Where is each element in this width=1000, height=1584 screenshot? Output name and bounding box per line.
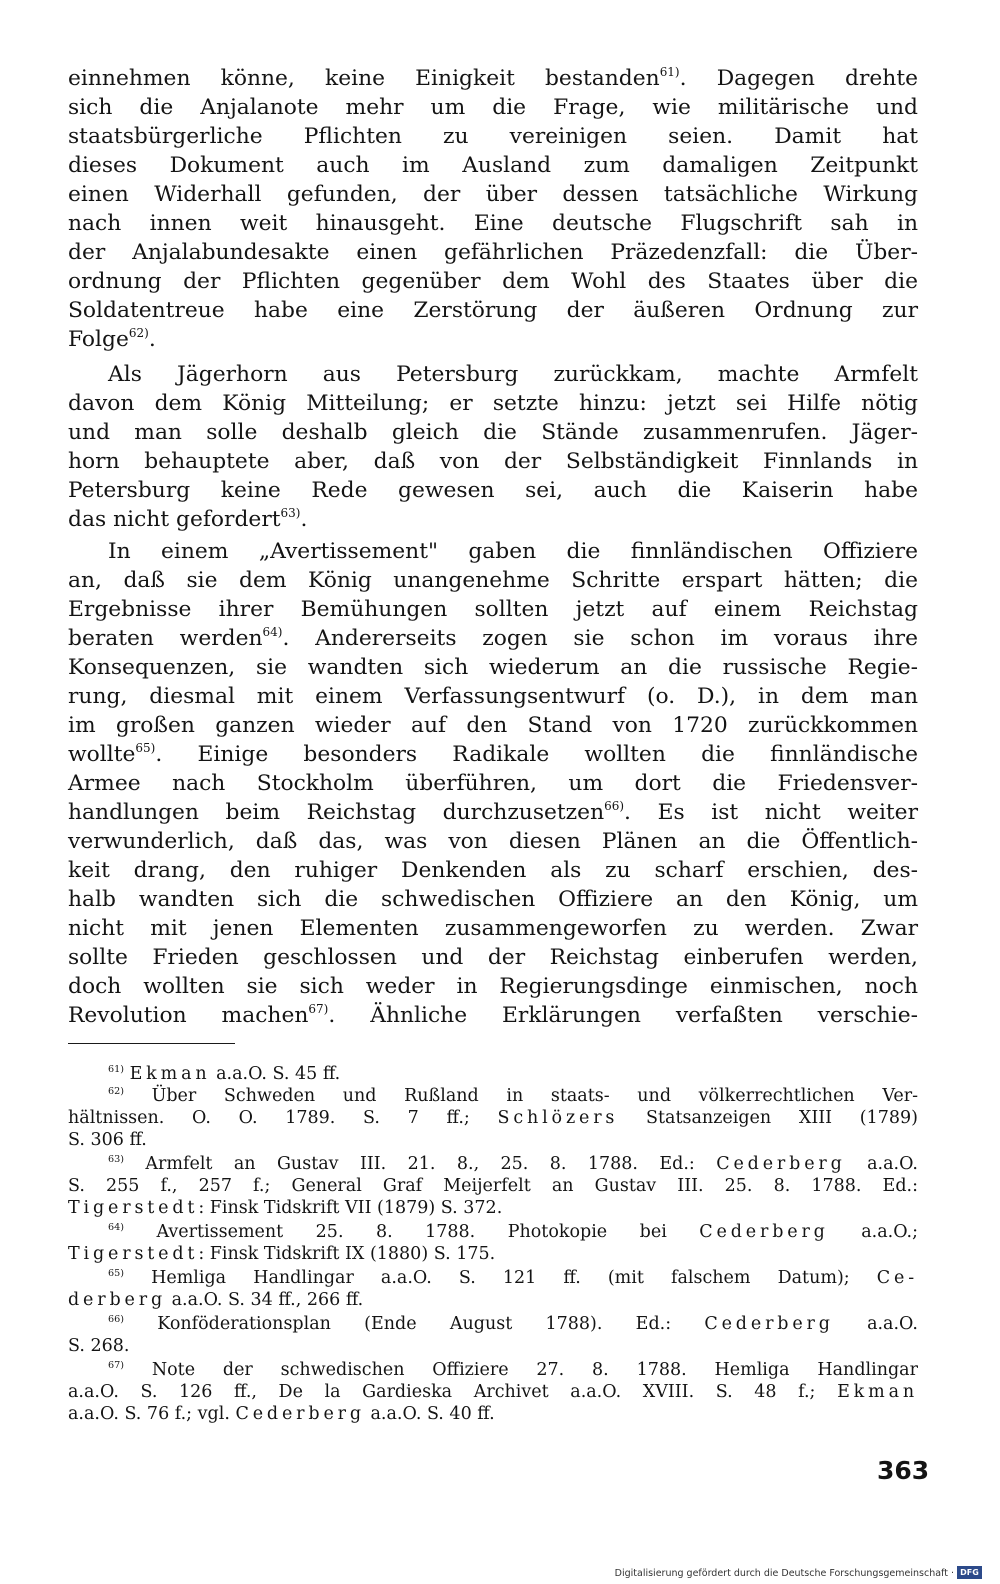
- footnote-ref: 63): [280, 506, 301, 521]
- author-name: Cederberg: [716, 1154, 846, 1174]
- body-line: wollte$^{65)}$. Einige besonders Radikale wollten die finnländische: [68, 741, 918, 767]
- author-name: Tigerstedt: [68, 1244, 199, 1264]
- author-name: Tigerstedt: [68, 1198, 199, 1218]
- body-line: ordnung der Pflichten gegenüber dem Wohl des Staates über die: [68, 269, 918, 294]
- footnote-line: $^{67)}$ Note der schwedischen Offiziere 27. 8. 1788. Hemliga Handlingar: [108, 1359, 918, 1380]
- dfg-logo-icon: DFG: [957, 1566, 982, 1579]
- body-line: das nicht gefordert$^{63)}$.: [68, 506, 308, 532]
- body-line: Als Jägerhorn aus Petersburg zurückkam, machte Armfelt: [108, 362, 918, 387]
- body-line: verwunderlich, daß das, was von diesen Plänen an die Öffentlich-: [68, 829, 918, 854]
- footnote-ref: 61): [659, 65, 680, 80]
- footnote-line: S. 268.: [68, 1336, 130, 1356]
- body-line: In einem „Avertissement" gaben die finnländischen Offiziere: [108, 539, 918, 564]
- footnote-line: a.a.O. S. 126 ff., De la Gardieska Archivet a.a.O. XVIII. S. 48 f.; Ekman: [68, 1382, 918, 1402]
- footnote-line: $^{66)}$ Konföderationsplan (Ende August 1788). Ed.: Cederberg a.a.O.: [108, 1313, 918, 1334]
- author-name: Cederberg: [704, 1314, 834, 1334]
- footnote-mark: 63): [108, 1153, 124, 1165]
- footnote-line: $^{65)}$ Hemliga Handlingar a.a.O. S. 121 ff. (mit falschem Datum); Ce-: [108, 1267, 918, 1288]
- footnote-line: Tigerstedt: Finsk Tidskrift VII (1879) S. 372.: [68, 1198, 503, 1218]
- body-line: horn behauptete aber, daß von der Selbständigkeit Finnlands in: [68, 449, 918, 474]
- body-line: doch wollten sie sich weder in Regierungsdinge einmischen, noch: [68, 974, 918, 999]
- footnote-line: Tigerstedt: Finsk Tidskrift IX (1880) S. 175.: [68, 1244, 496, 1264]
- author-name: Schlözers: [497, 1108, 619, 1128]
- body-line: rung, diesmal mit einem Verfassungsentwurf (o. D.), in dem man: [68, 684, 918, 709]
- author-name: Ce-: [876, 1268, 918, 1288]
- body-line: Konsequenzen, sie wandten sich wiederum an die russische Regie-: [68, 655, 918, 680]
- body-line: handlungen beim Reichstag durchzusetzen$^{66)}$. Es ist nicht weiter: [68, 799, 918, 825]
- footnote-mark: 66): [108, 1313, 124, 1325]
- body-line: an, daß sie dem König unangenehme Schritte erspart hätten; die: [68, 568, 918, 593]
- footnote-ref: 66): [604, 799, 625, 814]
- body-line: im großen ganzen wieder auf den Stand von 1720 zurückkommen: [68, 713, 918, 738]
- author-name: derberg: [68, 1290, 167, 1310]
- footnote-line: $^{64)}$ Avertissement 25. 8. 1788. Photokopie bei Cederberg a.a.O.;: [108, 1221, 918, 1242]
- body-line: halb wandten sich die schwedischen Offiziere an den König, um: [68, 887, 918, 912]
- digitization-credit: Digitalisierung gefördert durch die Deutsche Forschungsgemeinschaft ·: [614, 1568, 954, 1579]
- footnote-mark: 67): [108, 1359, 124, 1371]
- body-line: nicht mit jenen Elementen zusammengeworfen zu werden. Zwar: [68, 916, 918, 941]
- body-line: Folge$^{62)}$.: [68, 326, 156, 352]
- body-line: einnehmen könne, keine Einigkeit bestanden$^{61)}$. Dagegen drehte: [68, 65, 919, 91]
- footnote-ref: 62): [128, 326, 149, 341]
- body-line: dieses Dokument auch im Ausland zum damaligen Zeitpunkt: [68, 153, 918, 178]
- footnote-mark: 64): [108, 1221, 124, 1233]
- footnote-mark: 61): [108, 1063, 124, 1075]
- footnote-line: $^{61)}$ Ekman a.a.O. S. 45 ff.: [108, 1063, 341, 1084]
- body-line: keit drang, den ruhiger Denkenden als zu scharf erschien, des-: [68, 858, 918, 883]
- body-line: davon dem König Mitteilung; er setzte hinzu: jetzt sei Hilfe nötig: [68, 391, 918, 416]
- author-name: Cederberg: [235, 1404, 365, 1424]
- body-line: einen Widerhall gefunden, der über dessen tatsächliche Wirkung: [68, 182, 918, 207]
- author-name: Cederberg: [699, 1222, 829, 1242]
- body-line: sollte Frieden geschlossen und der Reichstag einberufen werden,: [68, 945, 918, 970]
- footnote-divider: [68, 1043, 235, 1044]
- body-line: Ergebnisse ihrer Bemühungen sollten jetzt auf einem Reichstag: [68, 597, 918, 622]
- footnote-mark: 65): [108, 1267, 124, 1279]
- body-line: und man solle deshalb gleich die Stände zusammenrufen. Jäger-: [68, 420, 918, 445]
- body-line: Armee nach Stockholm überführen, um dort die Friedensver-: [68, 771, 918, 796]
- footnote-line: a.a.O. S. 76 f.; vgl. Cederberg a.a.O. S. 40 ff.: [68, 1404, 495, 1424]
- body-line: der Anjalabundesakte einen gefährlichen Präzedenzfall: die Über-: [68, 240, 918, 265]
- footnote-line: S. 306 ff.: [68, 1130, 147, 1150]
- footnote-line: hältnissen. O. O. 1789. S. 7 ff.; Schlözers Statsanzeigen XIII (1789): [68, 1108, 918, 1128]
- body-line: staatsbürgerliche Pflichten zu vereinigen seien. Damit hat: [68, 124, 918, 149]
- author-name: Ekman: [129, 1064, 211, 1084]
- footnote-ref: 64): [262, 625, 283, 640]
- footnote-mark: 62): [108, 1085, 124, 1097]
- page-number: 363: [877, 1456, 930, 1485]
- footnote-line: derberg a.a.O. S. 34 ff., 266 ff.: [68, 1290, 364, 1310]
- body-line: sich die Anjalanote mehr um die Frage, wie militärische und: [68, 95, 918, 120]
- footnote-ref: 65): [135, 741, 156, 756]
- footnote-ref: 67): [308, 1002, 329, 1017]
- body-line: Petersburg keine Rede gewesen sei, auch die Kaiserin habe: [68, 478, 918, 503]
- body-line: nach innen weit hinausgeht. Eine deutsche Flugschrift sah in: [68, 211, 918, 236]
- body-line: Revolution machen$^{67)}$. Ähnliche Erklärungen verfaßten verschie-: [68, 1002, 918, 1028]
- body-line: beraten werden$^{64)}$. Andererseits zogen sie schon im voraus ihre: [68, 625, 918, 651]
- body-line: Soldatentreue habe eine Zerstörung der äußeren Ordnung zur: [68, 298, 918, 323]
- author-name: Ekman: [837, 1382, 918, 1402]
- footnote-line: S. 255 f., 257 f.; General Graf Meijerfelt an Gustav III. 25. 8. 1788. Ed.:: [68, 1176, 918, 1196]
- footnote-line: $^{62)}$ Über Schweden und Rußland in staats- und völkerrechtlichen Ver-: [108, 1085, 918, 1106]
- footnote-line: $^{63)}$ Armfelt an Gustav III. 21. 8., 25. 8. 1788. Ed.: Cederberg a.a.O.: [108, 1153, 918, 1174]
